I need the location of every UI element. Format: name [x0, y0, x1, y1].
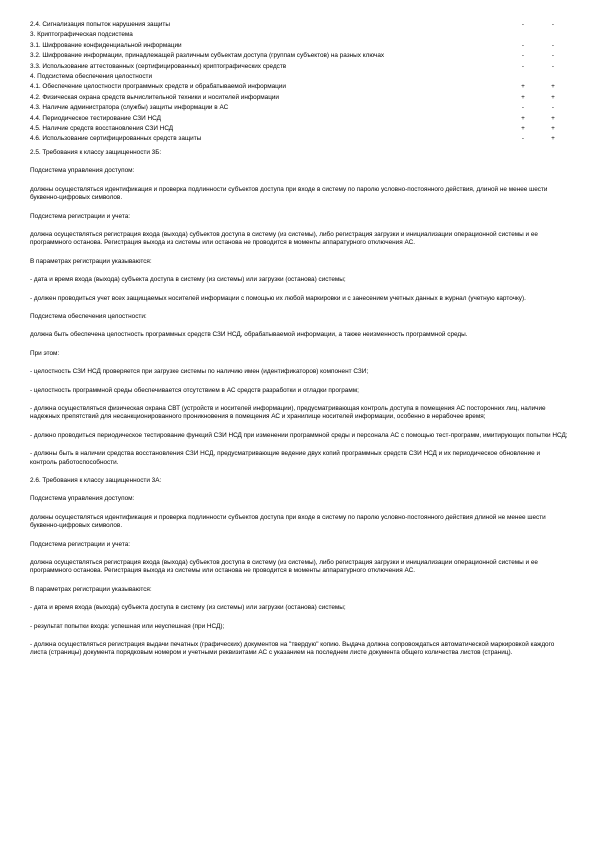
paragraph: При этом:: [30, 349, 60, 357]
document-page: [30, 20, 568, 668]
subsystem-heading: Подсистема управления доступом:: [30, 167, 135, 175]
table-row: [30, 103, 568, 113]
class-3b-mark: -: [521, 41, 525, 49]
class-3b-mark: -: [521, 52, 525, 60]
row-name: 3.2. Шифрование информации, принадлежащей различным субъектам доступа (группам субъектов) на разных ключах: [30, 52, 385, 60]
table-row: [30, 114, 568, 124]
class-3b-mark: +: [521, 83, 525, 91]
paragraph: должна осуществляться регистрация входа (выхода) субъектов доступа в систему (из системы), либо регистрация загрузки и инициализации операционной системы и ее программного останова. Регистрация выхода из системы или останова не проводится в моменты аппаратурного отключения АС.: [30, 559, 538, 575]
list-item: - результат попытки входа: успешная или неуспешная (при НСД);: [30, 622, 225, 630]
class-3a-mark: -: [551, 52, 555, 60]
class-3a-mark: [538, 30, 568, 40]
row-name: 4. Подсистема обеспечения целостности: [30, 73, 153, 81]
row-name: 4.4. Периодическое тестирование СЗИ НСД: [30, 114, 161, 122]
class-3b-mark: -: [521, 104, 525, 112]
paragraph: В параметрах регистрации указываются:: [30, 257, 152, 265]
table-row: [30, 20, 568, 30]
table-row: [30, 134, 568, 144]
paragraph: должны осуществляться идентификация и проверка подлинности субъектов доступа при входе в систему по паролю условно-постоянного действия, длиной не менее шести буквенно-цифровых символов.: [30, 185, 548, 202]
paragraph: должны осуществляться идентификация и проверка подлинности субъектов доступа при входе в систему по паролю условно-постоянного действия длиной не менее шести буквенно-цифровых символов.: [30, 513, 546, 530]
table-row: [30, 124, 568, 134]
class-3b-mark: +: [521, 125, 525, 133]
section-heading-3b: 2.5. Требования к классу защищенности 3Б:: [30, 148, 162, 156]
list-item: - должно проводиться периодическое тестирование функций СЗИ НСД при изменении программной среды и персонала АС с помощью тест-программ, имитирующих попытки НСД;: [30, 431, 568, 439]
row-name: 3. Криптографическая подсистема: [30, 31, 133, 39]
row-name: 4.1. Обеспечение целостности программных средств и обрабатываемой информации: [30, 83, 286, 91]
table-row: [30, 51, 568, 61]
class-3b-mark: -: [521, 21, 525, 28]
list-item: - должны быть в наличии средства восстановления СЗИ НСД, предусматривающие ведение двух копий программных средств СЗИ НСД и их периодическое обновление и контроль работоспособности.: [30, 450, 541, 466]
body-text: [30, 149, 568, 658]
row-name: 4.6. Использование сертифицированных средств защиты: [30, 135, 202, 143]
row-name: 4.5. Наличие средств восстановления СЗИ НСД: [30, 125, 174, 133]
class-3a-mark: +: [551, 83, 555, 91]
list-item: - должна осуществляться регистрация выдачи печатных (графических) документов на "твердую" копию. Выдача должна сопровождаться автоматической маркировкой каждого листа (страницы) документа порядковым номером и учетными реквизитами АС с указанием на последнем листе документа общего количества листов (страниц).: [30, 641, 555, 657]
subsystem-heading: Подсистема регистрации и учета:: [30, 540, 131, 548]
list-item: - целостность программной среды обеспечивается отсутствием в АС средств разработки и отладки программ;: [30, 386, 359, 394]
class-3a-mark: +: [551, 125, 555, 133]
section-heading-3a: 2.6. Требования к классу защищенности 3А:: [30, 477, 162, 484]
class-3a-mark: [538, 72, 568, 82]
row-name: 4.3. Наличие администратора (службы) защиты информации в АС: [30, 104, 229, 112]
row-name: 3.1. Шифрование конфиденциальной информации: [30, 41, 182, 49]
class-3a-mark: -: [551, 62, 555, 70]
list-item: - должен проводиться учет всех защищаемых носителей информации с помощью их любой маркировки и с занесением учетных данных в журнал (учетную карточку).: [30, 294, 526, 302]
row-name: 4.2. Физическая охрана средств вычислительной техники и носителей информации: [30, 93, 279, 101]
list-item: - должна осуществляться физическая охрана СВТ (устройств и носителей информации), предусматривающая контроль доступа в помещения АС посторонних лиц, наличие надежных препятствий для несанкционированного проникновения в помещения АС и хранилище носителей информации, особенно в нерабочее время;: [30, 404, 546, 421]
subsystem-heading: Подсистема регистрации и учета:: [30, 212, 131, 220]
subsystem-heading: Подсистема обеспечения целостности:: [30, 312, 147, 320]
class-3a-mark: +: [551, 114, 555, 122]
table-row: [30, 41, 568, 51]
class-3a-mark: -: [551, 21, 555, 28]
class-3b-mark: -: [521, 62, 525, 70]
table-row: [30, 62, 568, 72]
class-3a-mark: -: [551, 104, 555, 112]
list-item: - дата и время входа (выхода) субъекта доступа в систему (из системы) или загрузки (останова) системы;: [30, 276, 346, 284]
paragraph: должна быть обеспечена целостность программных средств СЗИ НСД, обрабатываемой информации, а также неизменность программной среды.: [30, 331, 468, 339]
table-row: [30, 93, 568, 103]
list-item: - целостность СЗИ НСД проверяется при загрузке системы по наличию имен (идентификаторов) компонент СЗИ;: [30, 368, 369, 376]
class-3a-mark: -: [551, 41, 555, 49]
class-3a-mark: +: [551, 135, 555, 143]
table-row: [30, 72, 568, 82]
class-3b-mark: +: [521, 114, 525, 122]
paragraph: В параметрах регистрации указываются:: [30, 585, 152, 593]
subsystem-heading: Подсистема управления доступом:: [30, 495, 135, 503]
table-row: [30, 30, 568, 40]
class-3b-mark: [508, 30, 538, 40]
table-row: [30, 82, 568, 92]
requirements-table: [30, 20, 568, 145]
class-3b-mark: +: [521, 93, 525, 101]
row-name: 3.3. Использование аттестованных (сертифицированных) криптографических средств: [30, 62, 287, 70]
list-item: - дата и время входа (выхода) субъекта доступа в систему (из системы) или загрузки (останова) системы;: [30, 604, 346, 612]
class-3b-mark: -: [521, 135, 525, 143]
class-3a-mark: +: [551, 93, 555, 101]
class-3b-mark: [508, 72, 538, 82]
paragraph: должна осуществляться регистрация входа (выхода) субъектов доступа в систему (из системы), либо регистрация загрузки и инициализации операционной системы и ее программного останова. Регистрация выхода из системы или останова не проводится в моменты аппаратурного отключения АС.: [30, 230, 538, 247]
row-name: 2.4. Сигнализация попыток нарушения защиты: [30, 21, 170, 28]
